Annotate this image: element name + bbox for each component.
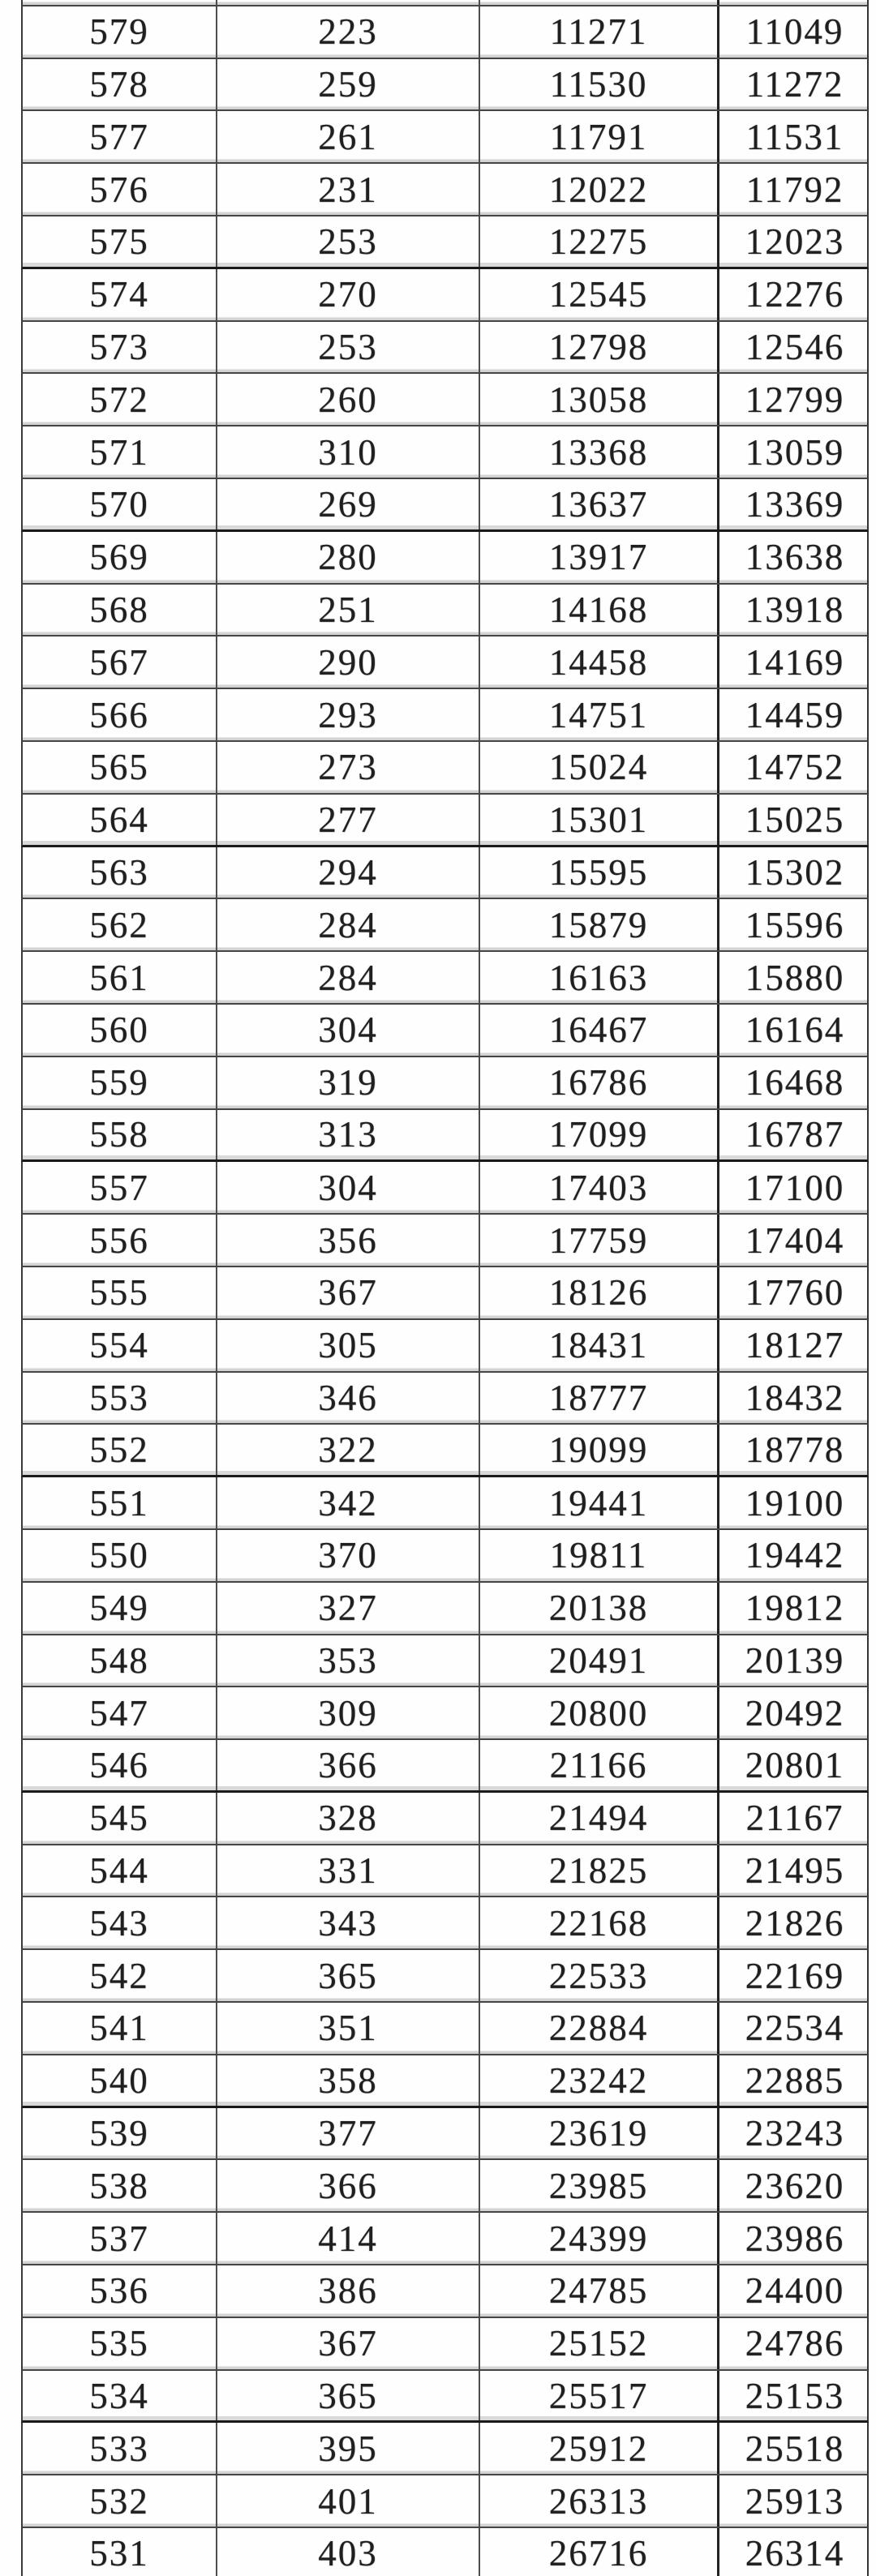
table-cell-col3: 22168 (480, 1897, 719, 1948)
table-cell-col4: 11792 (745, 169, 844, 210)
table-cell-col2: 305 (217, 1320, 480, 1371)
table-cell-col4: 22169 (745, 1955, 845, 1996)
table-cell-col3: 23985 (480, 2160, 719, 2211)
table-cell-col1: 578 (23, 59, 217, 110)
table-cell-col1: 566 (23, 689, 217, 740)
table-cell-col4: 25913 (745, 2480, 845, 2522)
table-cell-col3: 13368 (480, 426, 719, 478)
table-cell-col4: 12023 (745, 221, 845, 262)
table-row (21, 374, 869, 426)
table-cell-col2: 377 (217, 2108, 480, 2159)
table-cell-col4: 17100 (745, 1167, 845, 1208)
table-cell-col1: 568 (23, 585, 217, 636)
table-cell-col2: 319 (217, 1057, 480, 1108)
table-cell-col4: 17760 (745, 1272, 845, 1314)
table-cell-col2: 313 (217, 1110, 480, 1160)
table-cell-col1 (23, 0, 217, 5)
table-cell-col4: 11049 (745, 11, 844, 53)
table-cell-col2: 251 (217, 585, 480, 636)
table-cell-col3: 14751 (480, 689, 719, 740)
table-cell-col3: 12022 (480, 164, 719, 215)
table-cell-col4: 26314 (745, 2533, 845, 2574)
table-cell-col3: 19811 (480, 1530, 719, 1581)
table-cell-col4: 20139 (745, 1639, 845, 1681)
table-cell-col2: 270 (217, 269, 480, 320)
table-cell-col1: 540 (23, 2055, 217, 2106)
table-row (21, 1950, 869, 2003)
table-cell-col3: 25912 (480, 2423, 719, 2474)
table-row (21, 636, 869, 689)
table-cell-col2: 309 (217, 1687, 480, 1738)
table-cell-col3: 15879 (480, 899, 719, 950)
table-cell-col3: 21166 (480, 1740, 719, 1790)
table-cell-col2: 293 (217, 689, 480, 740)
table-cell-col2: 353 (217, 1635, 480, 1687)
table-cell-col3: 12545 (480, 269, 719, 320)
table-cell-col1: 569 (23, 532, 217, 583)
table-cell-col4: 15880 (745, 957, 845, 998)
table-cell-col4: 13059 (745, 431, 845, 473)
table-cell-col4: 13918 (745, 589, 845, 630)
table-cell-col4: 24786 (745, 2323, 845, 2364)
table-cell-col3: 23619 (480, 2108, 719, 2159)
table-cell-col2: 253 (217, 216, 480, 267)
table-row (21, 2528, 869, 2576)
table-row (21, 164, 869, 216)
table-cell-col3: 18431 (480, 1320, 719, 1371)
table-cell-col2: 260 (217, 374, 480, 425)
table-cell-col4: 20492 (745, 1692, 845, 1734)
table-cell-col4: 20801 (745, 1744, 845, 1785)
table-cell-col2: 253 (217, 322, 480, 373)
table-cell-col2: 358 (217, 2055, 480, 2106)
table-cell-col3: 12798 (480, 322, 719, 373)
table-row (21, 1845, 869, 1898)
table-cell-col2: 304 (217, 1162, 480, 1213)
table-row (21, 1897, 869, 1950)
table-cell-col2: 328 (217, 1793, 480, 1844)
table-cell-col4: 18127 (745, 1325, 845, 1366)
table-cell-col3: 16786 (480, 1057, 719, 1108)
table-cell-col4: 13369 (745, 483, 845, 525)
table-row (21, 742, 869, 795)
table-row (21, 1215, 869, 1267)
table-cell-col4: 11531 (745, 116, 844, 157)
table-cell-col4: 12546 (745, 326, 845, 367)
table-cell-col4: 12276 (745, 274, 845, 315)
table-cell-col1: 531 (23, 2528, 217, 2576)
table-row (21, 847, 869, 900)
table-row (21, 6, 869, 59)
table-cell-col1: 575 (23, 216, 217, 267)
table-cell-col2: 366 (217, 1740, 480, 1790)
table-cell-col2: 342 (217, 1477, 480, 1528)
table-cell-col3: 17099 (480, 1110, 719, 1160)
table-cell-col4: 18432 (745, 1377, 845, 1418)
table-cell-col3: 13637 (480, 479, 719, 529)
table-row (21, 1005, 869, 1057)
table-cell-col2: 365 (217, 2371, 480, 2421)
table-row (21, 952, 869, 1005)
table-row (21, 585, 869, 637)
table-cell-col3 (480, 0, 719, 5)
table-row (21, 1110, 869, 1163)
table-cell-col3: 19099 (480, 1425, 719, 1475)
table-cell-col2: 284 (217, 952, 480, 1003)
table-row (21, 532, 869, 585)
table-cell-col3: 25517 (480, 2371, 719, 2421)
table-cell-col2: 327 (217, 1583, 480, 1634)
table-cell-col1: 553 (23, 1373, 217, 1424)
table-row (21, 795, 869, 847)
table-cell-col1: 543 (23, 1897, 217, 1948)
table-row (21, 2265, 869, 2318)
table-cell-col2: 367 (217, 2318, 480, 2369)
table-cell-col4: 21495 (745, 1850, 845, 1892)
table-row (21, 2475, 869, 2528)
table-cell-col1: 545 (23, 1793, 217, 1844)
table-cell-col3: 18126 (480, 1267, 719, 1318)
table-cell-col3: 22533 (480, 1950, 719, 2001)
table-row (21, 111, 869, 164)
table-cell-col4: 12799 (745, 379, 845, 420)
table-row (21, 1740, 869, 1793)
table-cell-col4: 11272 (745, 63, 844, 105)
table-cell-col2: 231 (217, 164, 480, 215)
table-row (21, 426, 869, 479)
table-cell-col1: 564 (23, 795, 217, 845)
table-cell-col1: 538 (23, 2160, 217, 2211)
table-cell-col2: 403 (217, 2528, 480, 2576)
table-cell-col1: 541 (23, 2003, 217, 2054)
table-cell-col1: 558 (23, 1110, 217, 1160)
table-cell-col2: 346 (217, 1373, 480, 1424)
table-row (21, 1583, 869, 1635)
table-cell-col1: 547 (23, 1687, 217, 1738)
table-cell-col4: 23986 (745, 2218, 845, 2259)
table-cell-col1: 537 (23, 2213, 217, 2264)
table-cell-col4: 15302 (745, 851, 845, 893)
table-cell-col1: 576 (23, 164, 217, 215)
table-cell-col1: 554 (23, 1320, 217, 1371)
table-cell-col2: 414 (217, 2213, 480, 2264)
table-cell-col3: 20800 (480, 1687, 719, 1738)
table-cell-col4: 19100 (745, 1482, 845, 1524)
table-cell-col2: 366 (217, 2160, 480, 2211)
table-cell-col3: 16467 (480, 1005, 719, 1056)
table-cell-col2: 401 (217, 2475, 480, 2527)
table-cell-col1: 577 (23, 111, 217, 162)
table-cell-col3: 16163 (480, 952, 719, 1003)
table-row (21, 1057, 869, 1110)
table-cell-col1: 534 (23, 2371, 217, 2421)
table-cell-col1: 542 (23, 1950, 217, 2001)
table-cell-col2: 322 (217, 1425, 480, 1475)
table-cell-col3: 26716 (480, 2528, 719, 2576)
table-cell-col2: 304 (217, 1005, 480, 1056)
table-cell-col1: 567 (23, 636, 217, 688)
table-cell-col3: 13058 (480, 374, 719, 425)
table-cell-col1: 556 (23, 1215, 217, 1266)
table-row (21, 2213, 869, 2265)
table-row (21, 1793, 869, 1845)
table-row (21, 2003, 869, 2055)
table-row (21, 1477, 869, 1530)
table-cell-col2: 261 (217, 111, 480, 162)
table-cell-col3: 15301 (480, 795, 719, 845)
table-row (21, 1635, 869, 1688)
table-cell-col2: 395 (217, 2423, 480, 2474)
table-cell-col1: 570 (23, 479, 217, 529)
table-cell-col4: 17404 (745, 1219, 845, 1261)
table-cell-col3: 20491 (480, 1635, 719, 1687)
table-cell-col4: 19812 (745, 1588, 845, 1629)
table-cell-col4: 22534 (745, 2008, 845, 2049)
table-cell-col3: 17759 (480, 1215, 719, 1266)
table-row (21, 1267, 869, 1320)
table-cell-col1: 544 (23, 1845, 217, 1897)
table-row (21, 1530, 869, 1583)
table-cell-col2: 310 (217, 426, 480, 478)
table-row (21, 269, 869, 322)
table-row (21, 1162, 869, 1215)
table-cell-col3: 19441 (480, 1477, 719, 1528)
table-cell-col4 (719, 0, 870, 5)
table-row (21, 1425, 869, 1477)
table-cell-col2: 269 (217, 479, 480, 529)
table-row (21, 2055, 869, 2108)
table-cell-col1: 574 (23, 269, 217, 320)
table-cell-col3: 11530 (480, 59, 719, 110)
table-row (21, 322, 869, 375)
table-row (21, 1373, 869, 1425)
table-cell-col2: 386 (217, 2265, 480, 2317)
table-cell-col3: 21825 (480, 1845, 719, 1897)
table-cell-col2: 284 (217, 899, 480, 950)
table-row (21, 59, 869, 112)
table-cell-col4: 24400 (745, 2270, 845, 2312)
table-cell-col3: 11791 (480, 111, 719, 162)
table-cell-col3: 18777 (480, 1373, 719, 1424)
table-cell-col3: 21494 (480, 1793, 719, 1844)
table-cell-col1: 555 (23, 1267, 217, 1318)
table-cell-col1: 573 (23, 322, 217, 373)
table-row (21, 216, 869, 269)
table-cell-col4: 23620 (745, 2165, 845, 2206)
table-cell-col4: 15025 (745, 799, 845, 840)
table-cell-col2: 223 (217, 6, 480, 58)
table-cell-col3: 22884 (480, 2003, 719, 2054)
table-cell-col3: 13917 (480, 532, 719, 583)
table-cell-col1: 563 (23, 847, 217, 898)
table-cell-col1: 571 (23, 426, 217, 478)
table-cell-col2 (217, 0, 480, 5)
table-cell-col1: 565 (23, 742, 217, 793)
table-cell-col1: 552 (23, 1425, 217, 1475)
table-cell-col4: 15596 (745, 904, 845, 945)
table-cell-col4: 14752 (745, 747, 845, 788)
table-cell-col1: 562 (23, 899, 217, 950)
table-row (21, 2160, 869, 2213)
table-cell-col2: 259 (217, 59, 480, 110)
table-cell-col1: 548 (23, 1635, 217, 1687)
table-cell-col4: 25518 (745, 2428, 845, 2469)
table-cell-col1: 561 (23, 952, 217, 1003)
table-cell-col4: 21167 (745, 1798, 844, 1839)
table-cell-col4: 18778 (745, 1429, 845, 1471)
table-row (21, 2371, 869, 2424)
table-cell-col3: 14458 (480, 636, 719, 688)
table-cell-col4: 22885 (745, 2060, 845, 2101)
table-row (21, 2423, 869, 2475)
table-cell-col1: 579 (23, 6, 217, 58)
table-cell-col4: 14169 (745, 641, 845, 683)
table-row (21, 899, 869, 952)
table-cell-col4: 25153 (745, 2375, 845, 2416)
table-cell-col3: 11271 (480, 6, 719, 58)
table-cell-col1: 535 (23, 2318, 217, 2369)
table-cell-col2: 365 (217, 1950, 480, 2001)
table-cell-col2: 331 (217, 1845, 480, 1897)
table-cell-col1: 549 (23, 1583, 217, 1634)
table-cell-col1: 572 (23, 374, 217, 425)
table-cell-col2: 280 (217, 532, 480, 583)
table-cell-col4: 19442 (745, 1535, 845, 1576)
table-cell-col3: 24785 (480, 2265, 719, 2317)
table-row (21, 479, 869, 532)
table-row (21, 1320, 869, 1373)
table-cell-col1: 539 (23, 2108, 217, 2159)
table-cell-col2: 343 (217, 1897, 480, 1948)
table-cell-col2: 277 (217, 795, 480, 845)
table-row (21, 1687, 869, 1740)
table-cell-col1: 536 (23, 2265, 217, 2317)
table-cell-col3: 24399 (480, 2213, 719, 2264)
table-cell-col1: 533 (23, 2423, 217, 2474)
table-cell-col1: 532 (23, 2475, 217, 2527)
table-cell-col2: 370 (217, 1530, 480, 1581)
table-cell-col4: 16468 (745, 1062, 845, 1104)
table-cell-col1: 559 (23, 1057, 217, 1108)
table-cell-col3: 14168 (480, 585, 719, 636)
table-cell-col1: 550 (23, 1530, 217, 1581)
table-cell-col1: 560 (23, 1005, 217, 1056)
table-cell-col3: 15595 (480, 847, 719, 898)
table-cell-col3: 23242 (480, 2055, 719, 2106)
table-cell-col3: 12275 (480, 216, 719, 267)
table-cell-col2: 273 (217, 742, 480, 793)
table-cell-col2: 290 (217, 636, 480, 688)
table-cell-col3: 26313 (480, 2475, 719, 2527)
table-cell-col2: 351 (217, 2003, 480, 2054)
table-cell-col3: 20138 (480, 1583, 719, 1634)
table-cell-col2: 294 (217, 847, 480, 898)
score-table (21, 0, 869, 2576)
table-cell-col4: 16164 (745, 1009, 845, 1051)
table-cell-col4: 23243 (745, 2113, 845, 2154)
table-cell-col3: 15024 (480, 742, 719, 793)
table-cell-col4: 21826 (745, 1902, 845, 1944)
table-cell-col3: 17403 (480, 1162, 719, 1213)
table-row (21, 2318, 869, 2371)
table-cell-col1: 557 (23, 1162, 217, 1213)
table-row (21, 2108, 869, 2161)
table-row (21, 689, 869, 742)
table-cell-col1: 546 (23, 1740, 217, 1790)
table-cell-col2: 356 (217, 1215, 480, 1266)
table-cell-col3: 25152 (480, 2318, 719, 2369)
table-cell-col4: 13638 (745, 537, 845, 578)
table-cell-col2: 367 (217, 1267, 480, 1318)
table-cell-col4: 14459 (745, 694, 845, 735)
table-cell-col4: 16787 (745, 1114, 845, 1155)
table-row-partial-top (21, 0, 869, 6)
table-cell-col1: 551 (23, 1477, 217, 1528)
